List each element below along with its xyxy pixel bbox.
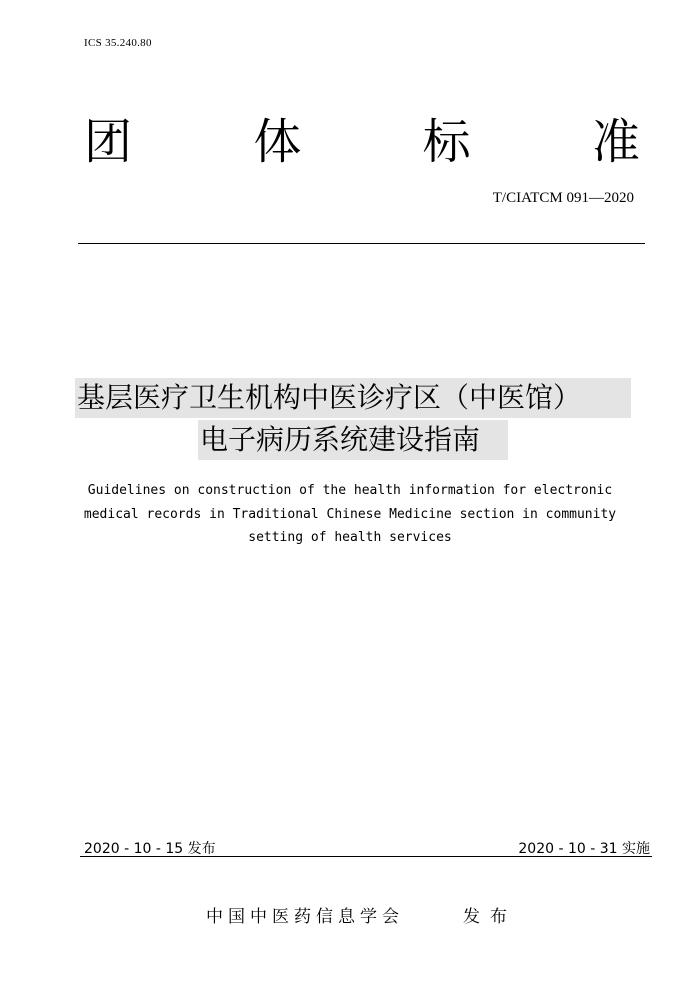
issue-date: 2020 - 10 - 15 发布 [84, 841, 216, 857]
footer-divider [80, 856, 652, 857]
publish-label: 发布 [463, 907, 517, 927]
implementation-date: 2020 - 10 - 31 实施 [518, 841, 650, 857]
standard-code: T/CIATCM 091—2020 [492, 190, 634, 206]
standard-type-char: 团 [84, 114, 133, 170]
header-divider [78, 243, 645, 244]
standard-type-char: 体 [253, 114, 302, 170]
ics-code: ICS 35.240.80 [84, 37, 152, 49]
english-title-line-3: setting of health services [248, 530, 452, 545]
english-title [40, 479, 660, 550]
standard-type-char: 准 [591, 114, 640, 170]
chinese-title-line-2: 电子病历系统建设指南 [198, 420, 508, 460]
english-title-line-2: medical records in Traditional Chinese Medicine section in community [83, 506, 617, 522]
standard-type-heading [84, 110, 640, 174]
chinese-title-line-1: 基层医疗卫生机构中医诊疗区（中医馆） [75, 378, 631, 418]
english-title-line-1: Guidelines on construction of the health information for electronic [87, 483, 613, 498]
standard-type-char: 标 [422, 114, 471, 170]
publisher-name: 中国中医药信息学会 [206, 907, 404, 927]
